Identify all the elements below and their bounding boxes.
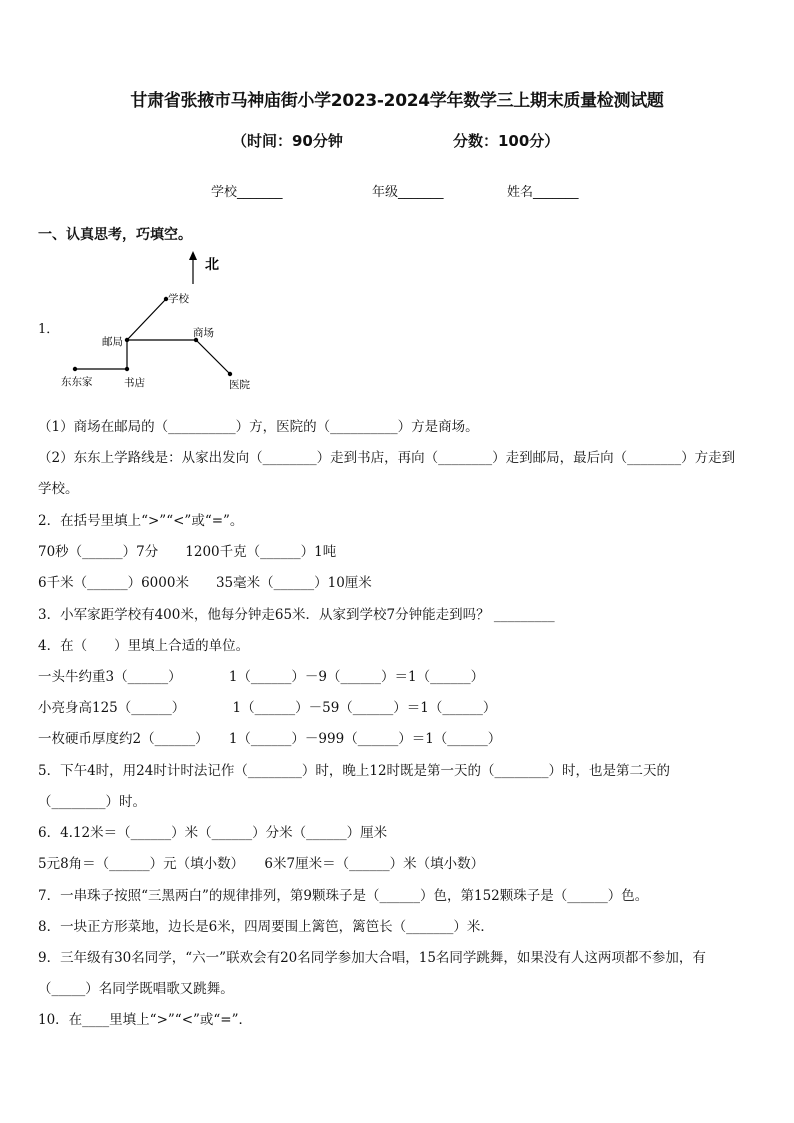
bookstore-label: 书店 (124, 377, 145, 389)
question-line: 4．在（ ）里填上合适的单位。 (38, 638, 250, 654)
question-line: （_____）名同学既唱歌又跳舞。 (38, 981, 234, 997)
question-line: 70秒（______）7分 1200千克（______）1吨 (38, 544, 337, 560)
name-field: 姓名_______ (507, 185, 579, 200)
home-label: 东东家 (61, 376, 93, 388)
question-line: 6千米（______）6000米 35毫米（______）10厘米 (38, 575, 372, 591)
question-line: 2．在括号里填上“>”“<”或“=”。 (38, 513, 244, 529)
question-line: 3．小军家距学校有400米，他每分钟走65米．从家到学校7分钟能走到吗？ _________ (38, 607, 555, 623)
question-line: 小亮身高125（______） 1（______）－59（______）＝1（______） (38, 700, 497, 716)
post-dot (125, 338, 129, 342)
school-field: 学校_______ (211, 185, 283, 200)
bookstore-dot (125, 367, 129, 371)
question-line: 8．一块正方形菜地，边长是6米，四周要围上篱笆，篱笆长（_______）米． (38, 919, 494, 935)
north-label: 北 (205, 257, 219, 273)
question-line: 5元8角＝（______）元（填小数） 6米7厘米＝（______）米（填小数） (38, 856, 485, 872)
question-line: 9．三年级有30名同学，“六一”联欢会有20名同学参加大合唱，15名同学跳舞，如果没有人这两项都不参加，有 (38, 950, 706, 966)
question-line: 学校。 (38, 481, 79, 497)
section-heading: 一、认真思考，巧填空。 (38, 227, 192, 243)
home-dot (73, 367, 77, 371)
road-mall-hospital (196, 340, 230, 374)
question-line: 一枚硬币厚度约2（______） 1（______）－999（______）＝1（______） (38, 731, 502, 747)
grade-field: 年级_______ (372, 185, 444, 200)
north-arrow-head (189, 251, 197, 260)
question-line: 一头牛约重3（______） 1（______）－9（______）＝1（______） (38, 669, 485, 685)
question-line: （1）商场在邮局的（__________）方，医院的（__________）方是商场。 (38, 419, 479, 435)
mall-label: 商场 (193, 327, 214, 339)
question-line: 10．在____里填上“>”“<”或“=”． (38, 1012, 253, 1028)
question-number: 1． (38, 322, 60, 337)
question-line: （2）东东上学路线是：从家出发向（________）走到书店，再向（________）走到邮局，最后向（________）方走到 (38, 450, 736, 466)
question-line: 6．4.12米＝（______）米（______）分米（______）厘米 (38, 825, 388, 841)
post-label: 邮局 (102, 336, 123, 348)
hospital-label: 医院 (229, 379, 250, 391)
question-line: （________）时。 (38, 794, 146, 810)
question-line: 5．下午4时，用24时计时法记作（________）时，晚上12时既是第一天的（________）时，也是第二天的 (38, 763, 671, 779)
exam-time: （时间：90分钟 (232, 132, 343, 150)
hospital-dot (228, 372, 232, 376)
question-line: 7．一串珠子按照“三黑两白”的规律排列，第9颗珠子是（______）色，第152颗珠子是（______）色。 (38, 888, 649, 904)
road-post-school (127, 299, 166, 340)
school-label: 学校 (168, 293, 189, 305)
exam-score: 分数：100分） (453, 132, 560, 150)
route-map (55, 248, 275, 393)
page-title: 甘肃省张掖市马神庙街小学2023-2024学年数学三上期末质量检测试题 (130, 91, 664, 111)
